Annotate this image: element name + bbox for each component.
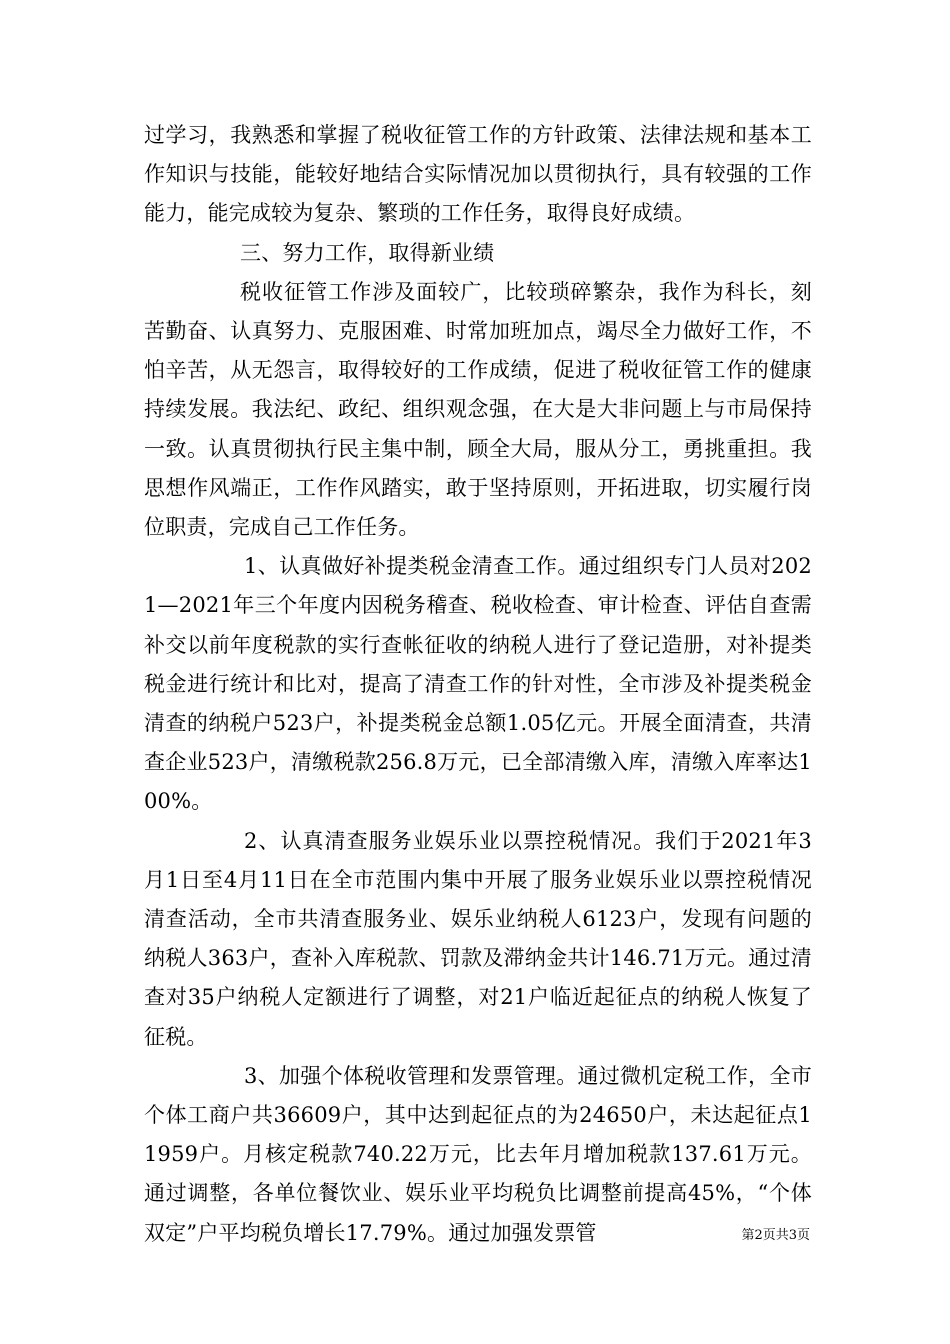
item-paragraph-3: 3、加强个体税收管理和发票管理。通过微机定税工作，全市个体工商户共36609户，其中达到起征点的为24650户，未达起征点11959户。月核定税款740.22万元，比去年月增加税款137.61万元。通过调整，各单位餐饮业、娱乐业平均税负比调整前提高45%，“个体双定”户平均税负增长17.79%。通过加强发票管 [144,1063,812,1245]
item-paragraph-1: 1、认真做好补提类税金清查工作。通过组织专门人员对2021—2021年三个年度内因税务稽查、税收检查、审计检查、评估自查需补交以前年度税款的实行查帐征收的纳税人进行了登记造册，对补提类税金进行统计和比对，提高了清查工作的针对性，全市涉及补提类税金清查的纳税户523户，补提类税金总额1.05亿元。开展全面清查，共清查企业523户，清缴税款256.8万元，已全部清缴入库，清缴入库率达100%。 [144,554,812,814]
intro-paragraph: 税收征管工作涉及面较广，比较琐碎繁杂，我作为科长，刻苦勤奋、认真努力、克服困难、时常加班加点，竭尽全力做好工作，不怕辛苦，从无怨言，取得较好的工作成绩，促进了税收征管工作的健康持续发展。我法纪、政纪、组织观念强，在大是大非问题上与市局保持一致。认真贯彻执行民主集中制，顾全大局，服从分工，勇挑重担。我思想作风端正，工作作风踏实，敢于坚持原则，开拓进取，切实履行岗位职责，完成自己工作任务。 [144,279,812,540]
document-body [144,116,812,1253]
item-paragraph-2: 2、认真清查服务业娱乐业以票控税情况。我们于2021年3月1日至4月11日在全市范围内集中开展了服务业娱乐业以票控税情况清查活动，全市共清查服务业、娱乐业纳税人6123户，发现有问题的纳税人363户，查补入库税款、罚款及滞纳金共计146.71万元。通过清查对35户纳税人定额进行了调整，对21户临近起征点的纳税人恢复了征税。 [144,828,812,1049]
continuation-paragraph: 过学习，我熟悉和掌握了税收征管工作的方针政策、法律法规和基本工作知识与技能，能较好地结合实际情况加以贯彻执行，具有较强的工作能力，能完成较为复杂、繁琐的工作任务，取得良好成绩。 [144,123,812,226]
section-heading-3: 三、努力工作，取得新业绩 [240,240,495,265]
page-number-footer: 第2页共3页 [741,1228,810,1243]
